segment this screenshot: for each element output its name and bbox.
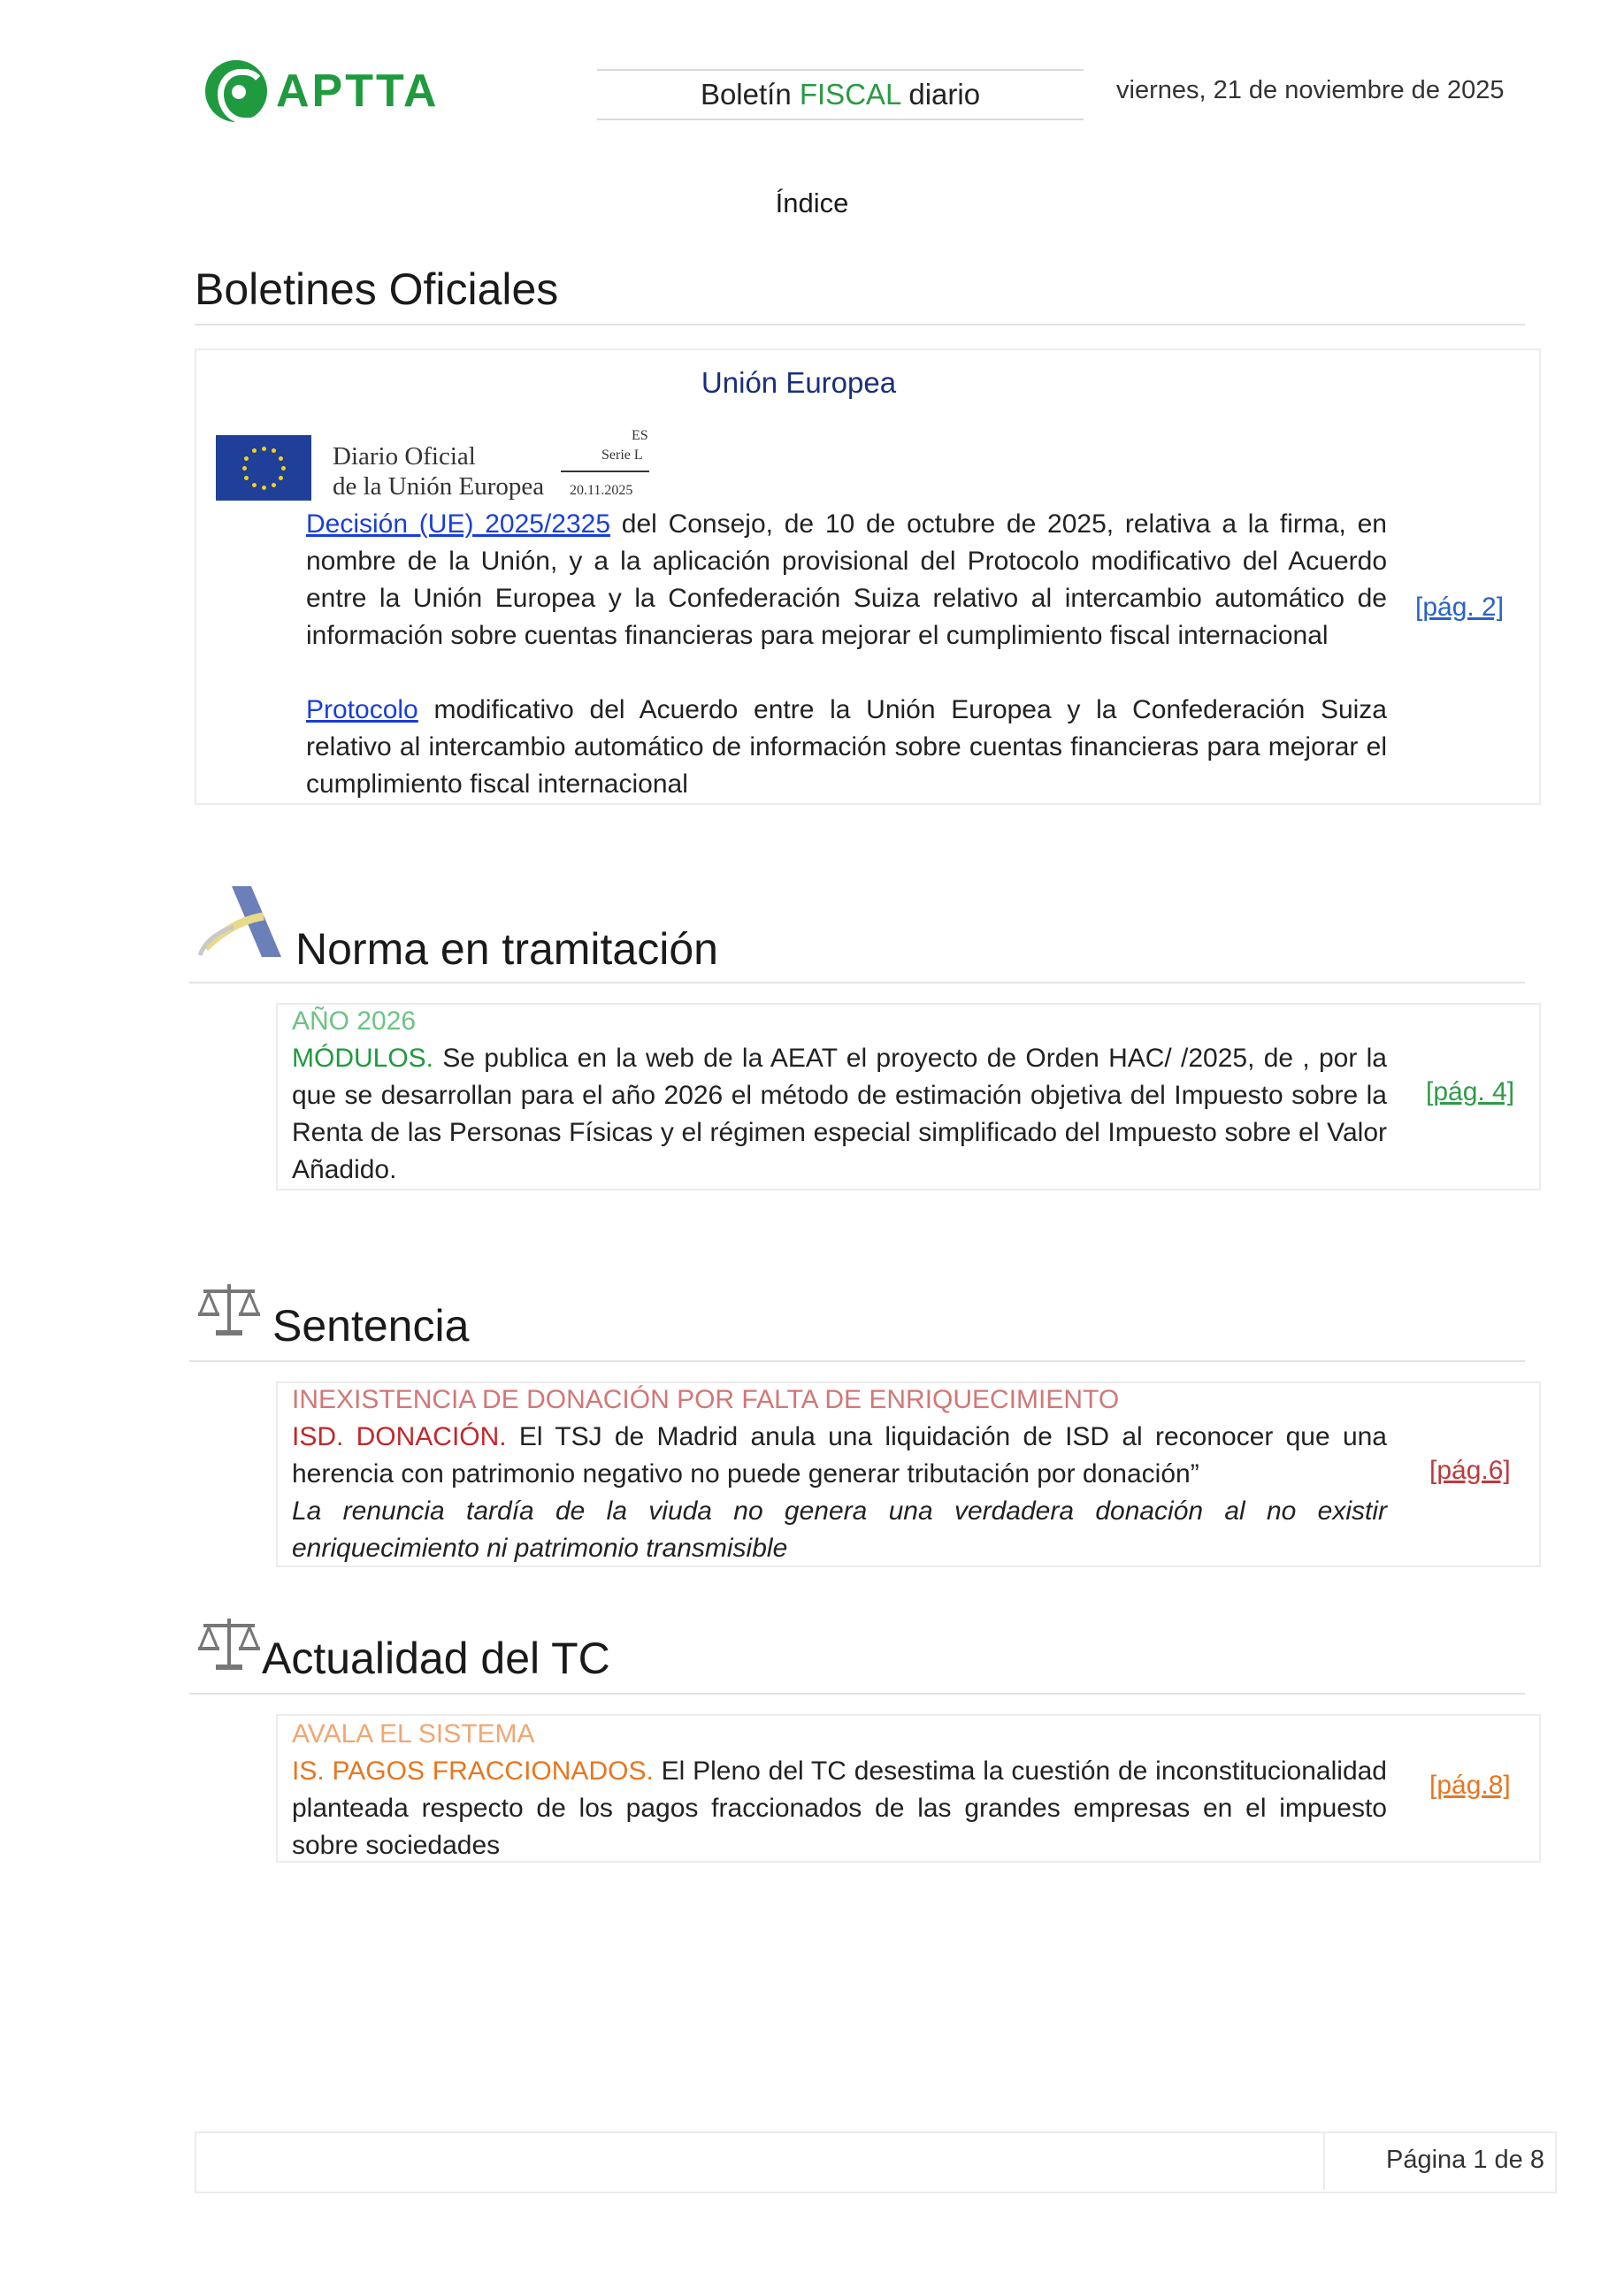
protocolo-link[interactable]: Protocolo <box>306 695 418 724</box>
sentencia-item <box>292 1381 1387 1567</box>
sentencia-text: El TSJ de Madrid anula una liquidación de ISD al reconocer que una herencia con patrimonio negativo no puede generar tributación por donación” <box>292 1422 1387 1489</box>
protocolo-text: modificativo del Acuerdo entre la Unión Europea y la Confederación Suiza relativo al intercambio automático de información sobre cuentas financieras para mejorar el cumplimiento fiscal internacional <box>306 695 1387 799</box>
doue-line1: Diario Oficial <box>333 442 476 471</box>
doue-date: 20.11.2025 <box>570 483 633 498</box>
item-protocolo <box>306 692 1387 803</box>
sentencia-lead: ISD. DONACIÓN. <box>292 1422 507 1451</box>
page-ref-sentencia[interactable]: [pág.6] <box>1429 1456 1511 1485</box>
footer-divider <box>1323 2131 1325 2190</box>
section-rule <box>195 324 1525 325</box>
eu-star <box>242 466 247 471</box>
header-date: viernes, 21 de noviembre de 2025 <box>1116 76 1505 104</box>
section-title-sentencia: Sentencia <box>272 1301 470 1351</box>
aptta-logo-icon <box>205 60 267 122</box>
sentencia-italic: La renuncia tardía de la viuda no genera una verdadera donación al no existir enriquecimiento ni patrimonio transmisible <box>292 1496 1387 1563</box>
section-rule <box>189 982 1525 983</box>
aeat-logo-icon <box>196 883 285 962</box>
eu-star <box>262 486 266 490</box>
norma-text: Se publica en la web de la AEAT el proyecto de Orden HAC/ /2025, de , por la que se desarrollan para el año 2026 el método de estimación objetiva del Impuesto sobre la Renta de las Personas Físicas y el régimen especial simplificado del Impuesto sobre el Valor Añadido. <box>292 1044 1387 1184</box>
eu-star <box>279 456 283 461</box>
tc-lead: IS. PAGOS FRACCIONADOS. <box>292 1756 654 1786</box>
page-ref-norma[interactable]: [pág. 4] <box>1426 1077 1515 1106</box>
bulletin-prefix: Boletín <box>700 78 800 111</box>
eu-flag-icon <box>216 435 311 501</box>
tc-text: El Pleno del TC desestima la cuestión de inconstitucionalidad planteada respecto de los pagos fraccionados de las grandes empresas en el impuesto sobre sociedades <box>292 1756 1387 1860</box>
norma-kicker: AÑO 2026 <box>292 1006 417 1036</box>
doue-lang: ES <box>632 428 648 443</box>
section-rule <box>189 1693 1525 1695</box>
eu-star <box>252 448 257 453</box>
bulletin-title <box>597 69 1084 120</box>
eu-star <box>279 476 283 480</box>
eu-star <box>262 447 266 451</box>
page-ref-tc[interactable]: [pág.8] <box>1429 1771 1511 1800</box>
eu-star <box>272 483 276 487</box>
eu-star <box>244 456 249 461</box>
section-title-boletines: Boletines Oficiales <box>195 264 559 314</box>
doue-line2: de la Unión Europea <box>333 472 545 501</box>
page-ref-boletines[interactable]: [pág. 2] <box>1415 593 1505 622</box>
eu-subtitle: Unión Europea <box>701 366 897 399</box>
tc-kicker: AVALA EL SISTEMA <box>292 1719 535 1749</box>
doue-divider <box>561 471 649 472</box>
decision-text: del Consejo, de 10 de octubre de 2025, relativa a la firma, en nombre de la Unión, y a la aplicación provisional del Protocolo modificativo del Acuerdo entre la Unión Europea y la Confederación Suiza relativo al intercambio automático de información sobre cuentas financieras para mejorar el cumplimiento fiscal internacional <box>306 509 1387 650</box>
item-decision <box>306 506 1387 654</box>
bulletin-highlight: FISCAL <box>799 78 901 111</box>
section-title-tc: Actualidad del TC <box>262 1634 610 1683</box>
doue-serie: Serie L <box>601 448 643 463</box>
index-title: Índice <box>775 188 849 218</box>
eu-star <box>244 476 249 480</box>
section-title-norma: Norma en tramitación <box>295 924 718 974</box>
decision-link[interactable]: Decisión (UE) 2025/2325 <box>306 509 611 539</box>
aptta-logo <box>205 58 439 124</box>
bulletin-suffix: diario <box>900 78 981 111</box>
eu-star <box>272 448 276 453</box>
page-number: Página 1 de 8 <box>1386 2146 1544 2174</box>
scale-of-justice-icon <box>196 1613 262 1675</box>
scale-of-justice-icon <box>196 1279 262 1341</box>
sentencia-kicker: INEXISTENCIA DE DONACIÓN POR FALTA DE ENRIQUECIMIENTO <box>292 1385 1120 1414</box>
logo-text: APTTA <box>276 65 440 117</box>
tc-item <box>292 1716 1387 1864</box>
eu-star <box>281 466 286 471</box>
section-rule <box>189 1360 1525 1362</box>
norma-lead: MÓDULOS. <box>292 1044 434 1073</box>
eu-star <box>252 483 257 487</box>
norma-item <box>292 1003 1387 1189</box>
